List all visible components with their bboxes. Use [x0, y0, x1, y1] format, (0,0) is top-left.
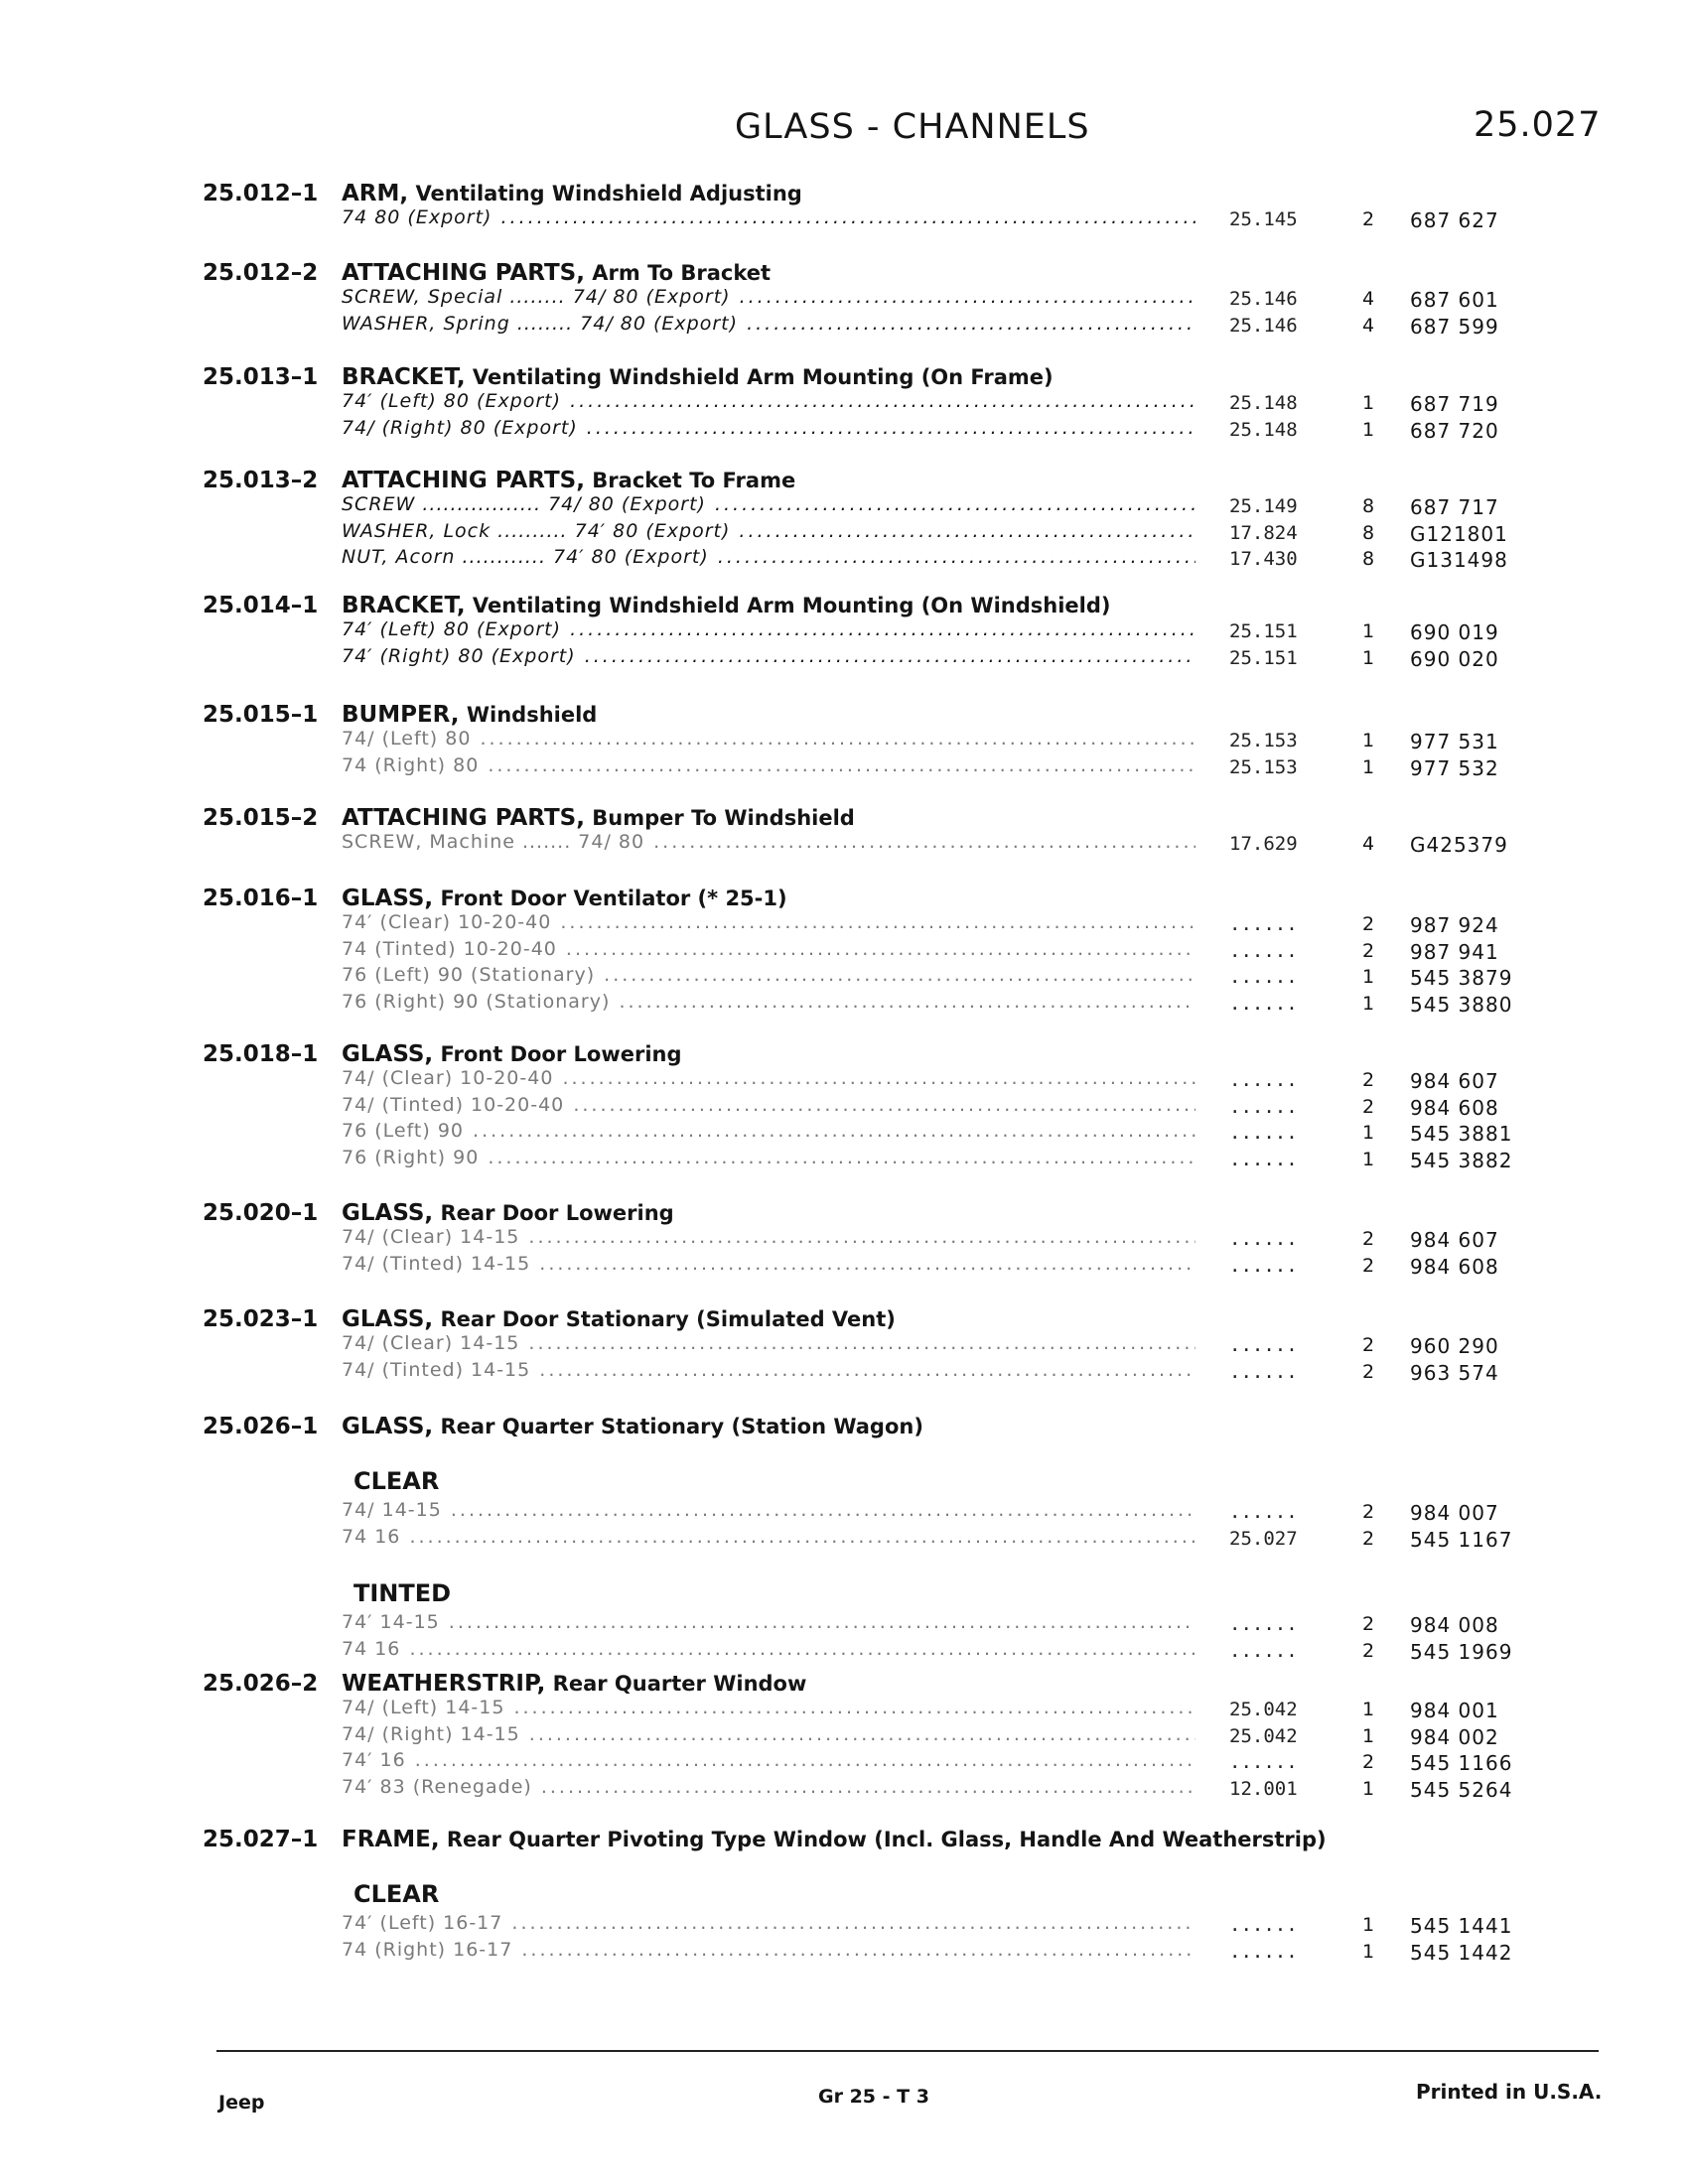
part-description: Ventilating Windshield Adjusting — [415, 182, 802, 205]
figure-reference: 25.145 — [1229, 208, 1298, 230]
figure-reference: ...... — [1229, 992, 1298, 1015]
part-row — [0, 1332, 1688, 1359]
quantity: 8 — [1361, 521, 1375, 544]
part-description: Rear Quarter Stationary (Station Wagon) — [440, 1415, 923, 1438]
quantity: 2 — [1361, 1751, 1375, 1773]
part-noun: BRACKET, — [342, 593, 466, 618]
row-description: 74′ (Left) 80 (Export) ..... — [342, 618, 1196, 640]
part-row — [0, 1697, 1688, 1723]
figure-reference: 17.430 — [1229, 548, 1298, 570]
part-number: 545 1167 — [1410, 1527, 1513, 1552]
row-description: SCREW, Machine ....... 74/ 80 ..... — [342, 831, 1196, 853]
part-number: 984 008 — [1410, 1613, 1499, 1637]
part-number: 687 719 — [1410, 392, 1499, 416]
figure-reference: 25.148 — [1229, 418, 1298, 441]
part-row — [0, 313, 1688, 340]
quantity: 1 — [1361, 730, 1375, 751]
part-number: 545 3879 — [1410, 966, 1513, 990]
quantity: 2 — [1361, 1334, 1375, 1356]
quantity: 4 — [1361, 314, 1375, 337]
footer-printed: Printed in U.S.A. — [1416, 2080, 1603, 2104]
part-row — [0, 1226, 1688, 1253]
section-heading — [342, 1414, 923, 1439]
part-number: 545 3882 — [1410, 1148, 1513, 1172]
part-row — [0, 520, 1688, 547]
page-number: 25.027 — [1474, 105, 1602, 145]
section-heading — [342, 1306, 896, 1332]
section-heading — [342, 364, 1054, 390]
figure-reference: ...... — [1229, 1228, 1298, 1250]
figure-reference: ...... — [1229, 1122, 1298, 1144]
part-noun: ARM, — [342, 181, 409, 206]
section-reference-number: 25.015–2 — [203, 805, 319, 831]
row-description: 74 16 ..... — [342, 1526, 1196, 1548]
part-number: 984 607 — [1410, 1069, 1499, 1093]
part-row — [0, 1253, 1688, 1280]
figure-reference: ...... — [1229, 966, 1298, 988]
row-description: SCREW ................. 74/ 80 (Export) ..... — [342, 493, 1196, 515]
part-row — [0, 1359, 1688, 1386]
part-number: 977 531 — [1410, 730, 1499, 753]
part-number: 545 1441 — [1410, 1914, 1513, 1938]
quantity: 1 — [1361, 1724, 1375, 1747]
row-description: 74/ (Clear) 14-15 ..... — [342, 1332, 1196, 1354]
part-description: Rear Quarter Pivoting Type Window (Incl. Glass, Handle And Weatherstrip) — [446, 1828, 1327, 1851]
group-subheading: CLEAR — [353, 1467, 440, 1495]
quantity: 2 — [1361, 1639, 1375, 1662]
page-title: GLASS - CHANNELS — [735, 107, 1090, 147]
row-description: 74/ (Tinted) 10-20-40 ..... — [342, 1094, 1196, 1116]
figure-reference: ...... — [1229, 1095, 1298, 1118]
figure-reference: ...... — [1229, 1069, 1298, 1091]
part-row — [0, 390, 1688, 417]
row-description: 74/ (Right) 14-15 ..... — [342, 1723, 1196, 1745]
part-noun: FRAME, — [342, 1827, 440, 1852]
part-description: Arm To Bracket — [592, 261, 772, 285]
part-row — [0, 1749, 1688, 1776]
row-description: 74 80 (Export) ..... — [342, 206, 1196, 228]
section-reference-number: 25.027–1 — [203, 1827, 319, 1852]
quantity: 1 — [1361, 1914, 1375, 1936]
row-description: 76 (Right) 90 (Stationary) ..... — [342, 991, 1196, 1013]
part-noun: GLASS, — [342, 1306, 434, 1332]
quantity: 2 — [1361, 1254, 1375, 1277]
part-row — [0, 991, 1688, 1018]
part-noun: GLASS, — [342, 1200, 434, 1226]
part-description: Rear Door Stationary (Simulated Vent) — [440, 1307, 896, 1331]
part-number: 687 599 — [1410, 314, 1499, 339]
figure-reference: ...... — [1229, 1751, 1298, 1773]
section-reference-number: 25.023–1 — [203, 1306, 319, 1332]
quantity: 8 — [1361, 495, 1375, 517]
part-number: 984 001 — [1410, 1699, 1499, 1722]
part-row — [0, 754, 1688, 781]
figure-reference: 25.151 — [1229, 646, 1298, 669]
part-number: 987 941 — [1410, 939, 1499, 964]
part-row — [0, 493, 1688, 520]
part-number: 545 1166 — [1410, 1751, 1513, 1775]
quantity: 2 — [1361, 1501, 1375, 1523]
figure-reference: ...... — [1229, 1501, 1298, 1523]
row-description: 74′ (Clear) 10-20-40 ..... — [342, 911, 1196, 933]
section-heading — [342, 468, 795, 493]
quantity: 2 — [1361, 1069, 1375, 1091]
section-heading — [342, 1041, 682, 1067]
row-description: 74′ 14-15 ..... — [342, 1611, 1196, 1633]
part-description: Rear Door Lowering — [440, 1201, 674, 1225]
part-row — [0, 286, 1688, 313]
figure-reference: 17.629 — [1229, 833, 1298, 855]
part-number: 984 608 — [1410, 1254, 1499, 1279]
row-description: 74 (Right) 16-17 ..... — [342, 1939, 1196, 1961]
part-row — [0, 1499, 1688, 1526]
quantity: 2 — [1361, 1527, 1375, 1550]
part-number: 987 924 — [1410, 913, 1499, 937]
part-row — [0, 618, 1688, 645]
section-reference-number: 25.013–1 — [203, 364, 319, 390]
part-noun: ATTACHING PARTS, — [342, 260, 585, 286]
section-reference-number: 25.016–1 — [203, 886, 319, 911]
row-description: 74′ (Right) 80 (Export) ..... — [342, 645, 1196, 667]
part-number: 963 574 — [1410, 1360, 1499, 1385]
quantity: 1 — [1361, 418, 1375, 441]
row-description: 74′ (Left) 16-17 ..... — [342, 1912, 1196, 1934]
figure-reference: ...... — [1229, 1334, 1298, 1356]
quantity: 1 — [1361, 392, 1375, 414]
row-description: 74′ 83 (Renegade) ..... — [342, 1776, 1196, 1798]
part-number: 545 3881 — [1410, 1122, 1513, 1146]
part-number: G121801 — [1410, 521, 1508, 546]
part-description: Ventilating Windshield Arm Mounting (On Windshield) — [472, 594, 1111, 617]
section-heading — [342, 886, 787, 911]
figure-reference: ...... — [1229, 913, 1298, 935]
row-description: 74′ (Left) 80 (Export) ..... — [342, 390, 1196, 412]
section-reference-number: 25.026–1 — [203, 1414, 319, 1439]
section-heading — [342, 593, 1110, 618]
part-number: 545 5264 — [1410, 1777, 1513, 1802]
section-heading — [342, 1200, 674, 1226]
section-heading — [342, 1827, 1327, 1852]
part-description: Ventilating Windshield Arm Mounting (On Frame) — [472, 365, 1054, 389]
part-number: 545 3880 — [1410, 992, 1513, 1017]
figure-reference: 12.001 — [1229, 1777, 1298, 1800]
figure-reference: 25.153 — [1229, 755, 1298, 778]
part-noun: WEATHERSTRIP, — [342, 1671, 546, 1697]
quantity: 4 — [1361, 288, 1375, 310]
part-row — [0, 1147, 1688, 1173]
part-number: G131498 — [1410, 548, 1508, 572]
row-description: 74/ (Left) 14-15 ..... — [342, 1697, 1196, 1718]
part-row — [0, 417, 1688, 444]
part-noun: GLASS, — [342, 1041, 434, 1067]
part-row — [0, 1611, 1688, 1638]
quantity: 2 — [1361, 1613, 1375, 1635]
part-row — [0, 1120, 1688, 1147]
row-description: NUT, Acorn ............ 74′ 80 (Export) ..... — [342, 546, 1196, 568]
figure-reference: ...... — [1229, 1360, 1298, 1383]
figure-reference: ...... — [1229, 1148, 1298, 1170]
group-subheading: TINTED — [353, 1579, 452, 1607]
quantity: 2 — [1361, 939, 1375, 962]
figure-reference: 25.146 — [1229, 314, 1298, 337]
row-description: 76 (Left) 90 (Stationary) ..... — [342, 964, 1196, 986]
section-heading — [342, 181, 802, 206]
part-description: Front Door Lowering — [440, 1042, 682, 1066]
quantity: 1 — [1361, 992, 1375, 1015]
footer-divider — [216, 2050, 1599, 2052]
part-row — [0, 1939, 1688, 1966]
row-description: WASHER, Spring ........ 74/ 80 (Export) ..... — [342, 313, 1196, 335]
part-number: 545 1969 — [1410, 1639, 1513, 1664]
section-reference-number: 25.014–1 — [203, 593, 319, 618]
quantity: 4 — [1361, 833, 1375, 855]
figure-reference: 25.151 — [1229, 620, 1298, 642]
section-reference-number: 25.013–2 — [203, 468, 319, 493]
row-description: 74 (Tinted) 10-20-40 ..... — [342, 938, 1196, 960]
figure-reference: 25.027 — [1229, 1527, 1298, 1550]
quantity: 2 — [1361, 913, 1375, 935]
quantity: 2 — [1361, 1360, 1375, 1383]
part-description: Windshield — [466, 703, 598, 727]
row-description: WASHER, Lock .......... 74′ 80 (Export) ..... — [342, 520, 1196, 542]
part-number: 687 601 — [1410, 288, 1499, 312]
part-row — [0, 964, 1688, 991]
quantity: 2 — [1361, 1228, 1375, 1250]
part-row — [0, 1067, 1688, 1094]
row-description: 74/ (Left) 80 ..... — [342, 728, 1196, 750]
part-row — [0, 728, 1688, 754]
row-description: 74/ (Clear) 14-15 ..... — [342, 1226, 1196, 1248]
row-description: 74/ (Tinted) 14-15 ..... — [342, 1359, 1196, 1381]
part-row — [0, 1638, 1688, 1665]
quantity: 1 — [1361, 755, 1375, 778]
figure-reference: 25.042 — [1229, 1699, 1298, 1720]
quantity: 1 — [1361, 1940, 1375, 1963]
row-description: 76 (Right) 90 ..... — [342, 1147, 1196, 1168]
row-description: 74 (Right) 80 ..... — [342, 754, 1196, 776]
part-number: G425379 — [1410, 833, 1508, 857]
part-row — [0, 206, 1688, 233]
part-number: 960 290 — [1410, 1334, 1499, 1358]
part-row — [0, 546, 1688, 573]
part-row — [0, 1912, 1688, 1939]
figure-reference: ...... — [1229, 1254, 1298, 1277]
part-row — [0, 1526, 1688, 1553]
part-noun: BRACKET, — [342, 364, 466, 390]
part-number: 984 002 — [1410, 1724, 1499, 1749]
part-noun: GLASS, — [342, 886, 434, 911]
quantity: 8 — [1361, 548, 1375, 570]
part-row — [0, 1094, 1688, 1121]
part-description: Front Door Ventilator (* 25-1) — [440, 887, 787, 910]
figure-reference: 17.824 — [1229, 521, 1298, 544]
part-number: 977 532 — [1410, 755, 1499, 780]
section-reference-number: 25.015–1 — [203, 702, 319, 728]
section-reference-number: 25.012–2 — [203, 260, 319, 286]
part-noun: GLASS, — [342, 1414, 434, 1439]
footer-group-code: Gr 25 - T 3 — [818, 2086, 929, 2108]
part-row — [0, 911, 1688, 938]
row-description: 76 (Left) 90 ..... — [342, 1120, 1196, 1142]
part-number: 687 720 — [1410, 418, 1499, 443]
part-row — [0, 645, 1688, 672]
part-noun: ATTACHING PARTS, — [342, 468, 585, 493]
row-description: 74/ (Tinted) 14-15 ..... — [342, 1253, 1196, 1275]
part-noun: ATTACHING PARTS, — [342, 805, 585, 831]
footer-brand: Jeep — [218, 2092, 265, 2114]
part-number: 687 627 — [1410, 208, 1499, 232]
part-row — [0, 1776, 1688, 1803]
quantity: 2 — [1361, 1095, 1375, 1118]
section-reference-number: 25.012–1 — [203, 181, 319, 206]
part-noun: BUMPER, — [342, 702, 460, 728]
quantity: 1 — [1361, 1122, 1375, 1144]
row-description: 74/ 14-15 ..... — [342, 1499, 1196, 1521]
figure-reference: 25.153 — [1229, 730, 1298, 751]
figure-reference: 25.042 — [1229, 1724, 1298, 1747]
row-description: 74/ (Clear) 10-20-40 ..... — [342, 1067, 1196, 1089]
part-number: 690 019 — [1410, 620, 1499, 644]
part-number: 984 608 — [1410, 1095, 1499, 1120]
part-description: Bumper To Windshield — [592, 806, 855, 830]
section-heading — [342, 805, 855, 831]
section-heading — [342, 260, 771, 286]
part-description: Bracket To Frame — [592, 469, 796, 492]
section-reference-number: 25.026–2 — [203, 1671, 319, 1697]
group-subheading: CLEAR — [353, 1880, 440, 1908]
quantity: 1 — [1361, 1699, 1375, 1720]
figure-reference: ...... — [1229, 1639, 1298, 1662]
quantity: 2 — [1361, 208, 1375, 230]
section-reference-number: 25.018–1 — [203, 1041, 319, 1067]
row-description: 74/ (Right) 80 (Export) ..... — [342, 417, 1196, 439]
quantity: 1 — [1361, 620, 1375, 642]
figure-reference: ...... — [1229, 1940, 1298, 1963]
row-description: SCREW, Special ........ 74/ 80 (Export) ..... — [342, 286, 1196, 308]
part-number: 687 717 — [1410, 495, 1499, 519]
section-heading — [342, 702, 597, 728]
figure-reference: 25.146 — [1229, 288, 1298, 310]
quantity: 1 — [1361, 1777, 1375, 1800]
figure-reference: 25.148 — [1229, 392, 1298, 414]
part-row — [0, 1723, 1688, 1750]
part-row — [0, 831, 1688, 858]
part-number: 984 607 — [1410, 1228, 1499, 1252]
section-reference-number: 25.020–1 — [203, 1200, 319, 1226]
part-description: Rear Quarter Window — [552, 1672, 807, 1696]
quantity: 1 — [1361, 1148, 1375, 1170]
row-description: 74 16 ..... — [342, 1638, 1196, 1660]
figure-reference: ...... — [1229, 1914, 1298, 1936]
section-heading — [342, 1671, 806, 1697]
quantity: 1 — [1361, 966, 1375, 988]
part-number: 690 020 — [1410, 646, 1499, 671]
figure-reference: ...... — [1229, 1613, 1298, 1635]
part-row — [0, 938, 1688, 965]
part-number: 545 1442 — [1410, 1940, 1513, 1965]
figure-reference: 25.149 — [1229, 495, 1298, 517]
figure-reference: ...... — [1229, 939, 1298, 962]
part-number: 984 007 — [1410, 1501, 1499, 1525]
row-description: 74′ 16 ..... — [342, 1749, 1196, 1771]
quantity: 1 — [1361, 646, 1375, 669]
